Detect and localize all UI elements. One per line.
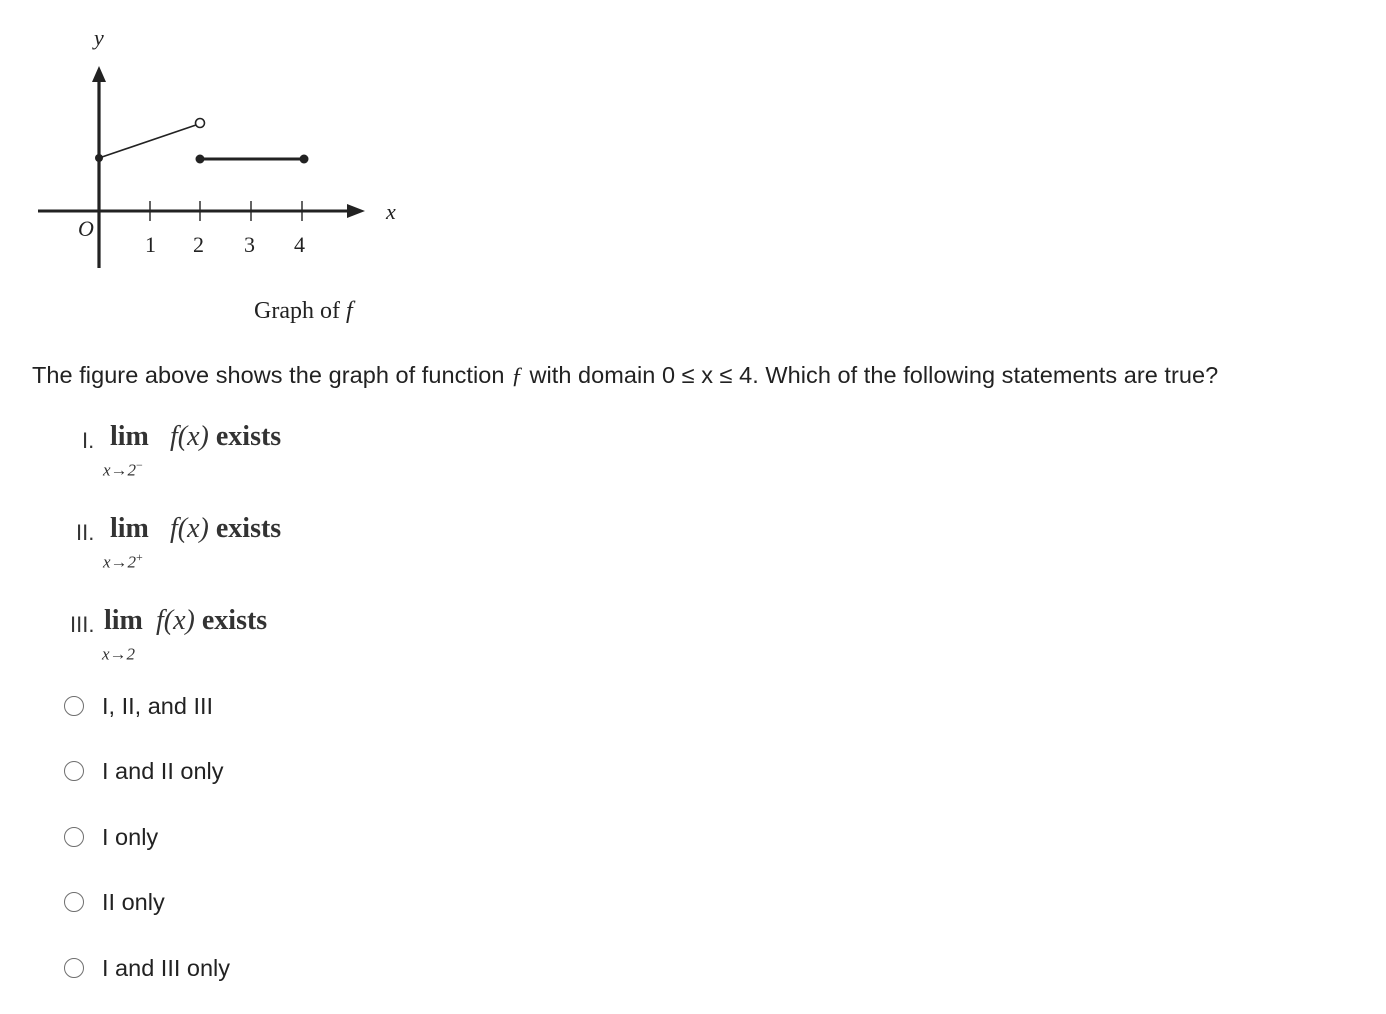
open-point xyxy=(196,119,205,128)
tick-label-4: 4 xyxy=(294,232,305,257)
option-i-only[interactable] xyxy=(64,822,158,852)
closed-point-4 xyxy=(300,155,309,164)
x-axis-label: x xyxy=(386,199,396,224)
option-label: I and III only xyxy=(102,954,231,981)
option-ii-only[interactable] xyxy=(64,887,165,917)
caption-func: f xyxy=(345,298,353,324)
option-i-ii-iii[interactable] xyxy=(64,691,213,721)
statement-3-subscript: x→2 xyxy=(102,644,136,664)
statement-3-numeral: III. xyxy=(70,612,95,637)
radio-button[interactable] xyxy=(64,827,84,847)
statement-1-numeral: I. xyxy=(82,428,95,453)
option-label: I, II, and III xyxy=(102,692,214,719)
statement-2-lim: lim xyxy=(110,513,149,544)
statement-1-lim: lim xyxy=(110,421,149,452)
statement-2-subscript: x→2+ xyxy=(103,550,143,572)
statement-1 xyxy=(82,414,342,484)
question-text: The figure above shows the graph of function ƒ with domain 0 ≤ x ≤ 4. Which of the following statements are true? xyxy=(32,362,1219,389)
caption-prefix: Graph of xyxy=(254,298,340,324)
graph-of-f xyxy=(0,0,460,340)
closed-point-left xyxy=(95,154,103,162)
function-symbol: ƒ xyxy=(511,363,523,389)
option-i-ii-only[interactable] xyxy=(64,756,224,786)
radio-button[interactable] xyxy=(64,696,84,716)
statement-3-lim: lim xyxy=(104,605,143,636)
option-label: II only xyxy=(102,888,165,915)
tick-label-2: 2 xyxy=(193,232,204,257)
option-i-iii-only[interactable] xyxy=(64,953,230,983)
y-axis-label: y xyxy=(94,25,104,50)
x-axis-arrow xyxy=(347,204,365,218)
graph-caption xyxy=(254,298,356,324)
tick-label-3: 3 xyxy=(244,232,255,257)
statement-2-numeral: II. xyxy=(76,520,95,545)
segment-left xyxy=(99,125,196,158)
option-label: I and II only xyxy=(102,757,224,784)
option-label: I only xyxy=(102,823,159,850)
y-axis-arrow xyxy=(92,66,106,82)
statement-2-func: f(x) exists xyxy=(170,513,282,544)
statement-1-subscript: x→2− xyxy=(103,458,143,480)
statement-3-func: f(x) exists xyxy=(156,605,268,636)
domain-variable: x xyxy=(701,362,714,388)
statement-3 xyxy=(70,598,336,668)
statement-1-func: f(x) exists xyxy=(170,421,282,452)
closed-point-2 xyxy=(196,155,205,164)
tick-label-1: 1 xyxy=(145,232,156,257)
radio-button[interactable] xyxy=(64,958,84,978)
origin-label: O xyxy=(78,216,94,241)
radio-button[interactable] xyxy=(64,892,84,912)
radio-button[interactable] xyxy=(64,761,84,781)
statement-2 xyxy=(76,506,342,576)
